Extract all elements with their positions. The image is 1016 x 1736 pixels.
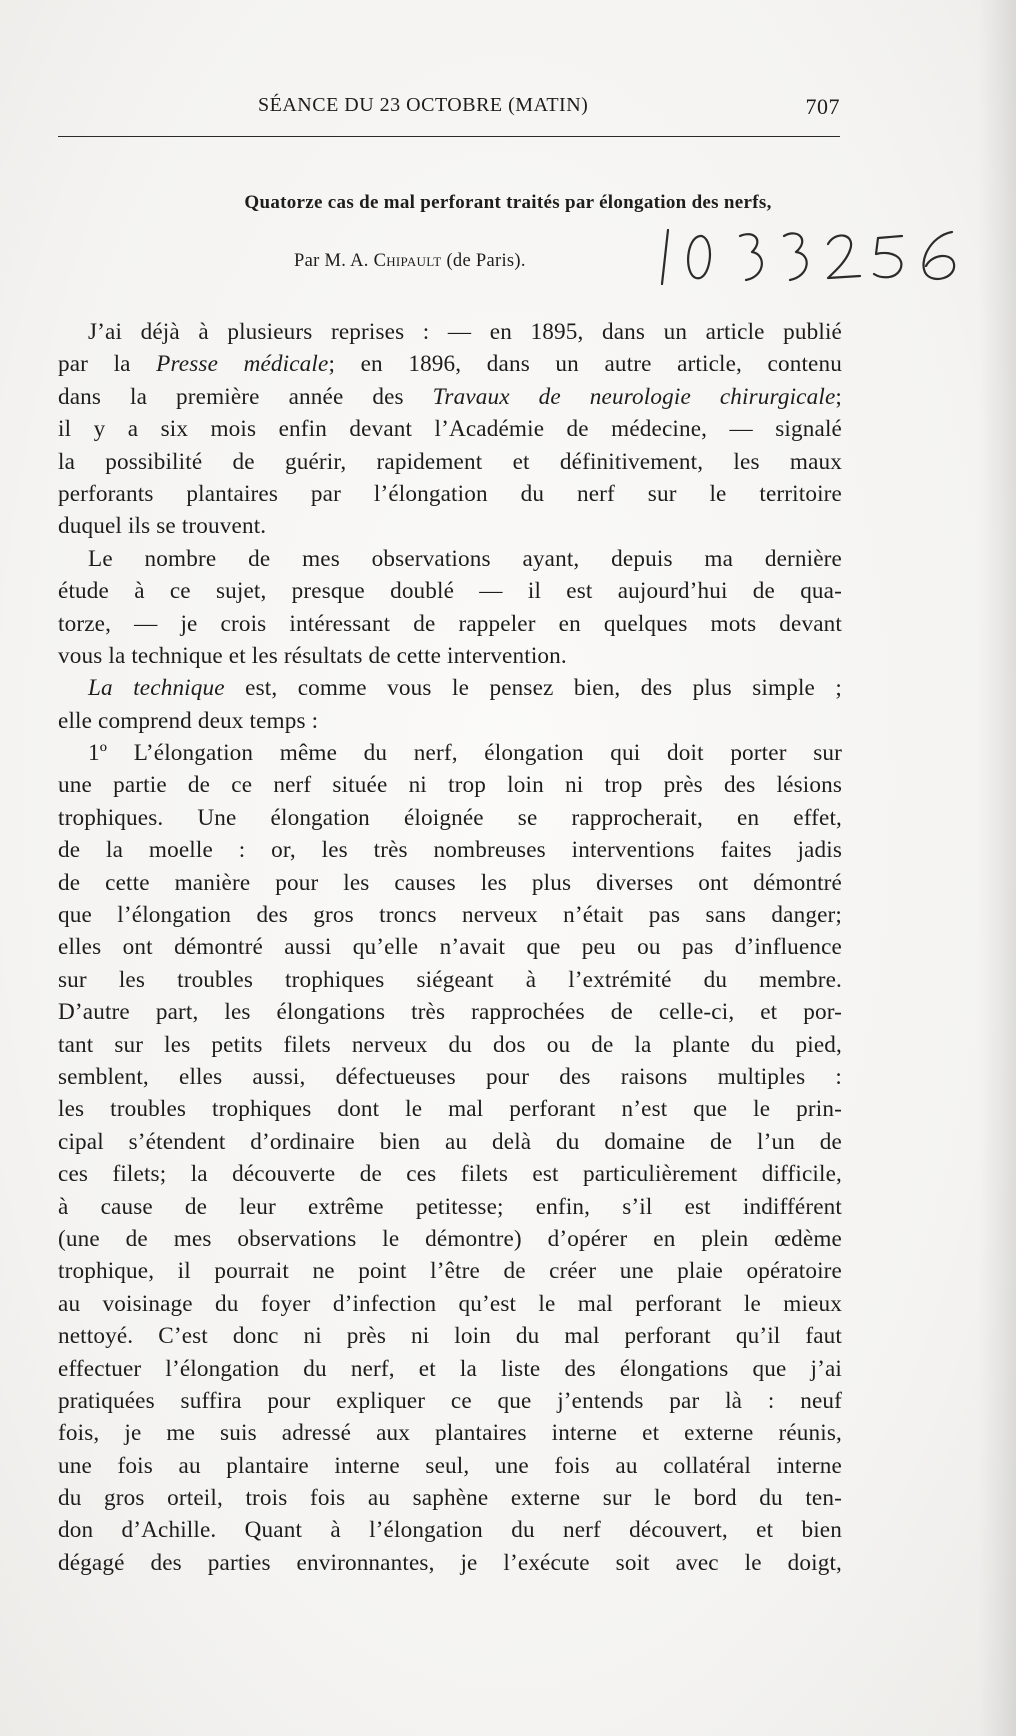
article-byline (294, 251, 526, 272)
paragraph (58, 543, 842, 673)
running-header (58, 94, 840, 124)
text-line: nettoyé. C’est donc ni près ni loin du mal perforant qu’il faut (58, 1323, 842, 1350)
text-line: au voisinage du foyer d’infection qu’est le mal perforant le mieux (58, 1290, 842, 1317)
page-gutter-shadow (978, 0, 1016, 1736)
text-line: tant sur les petits filets nerveux du dos ou de la plante du pied, (58, 1031, 842, 1058)
handwritten-strokes (662, 230, 954, 284)
text-line: que l’élongation des gros troncs nerveux n’était pas sans danger; (58, 902, 842, 929)
text-line: dans la première année des Travaux de neurologie chirurgicale; (58, 383, 842, 410)
text-line: pratiquées suffira pour expliquer ce que j’entends par là : neuf (58, 1387, 842, 1414)
italic-text: Presse médicale (156, 351, 329, 378)
running-title: SÉANCE DU 23 OCTOBRE (MATIN) (258, 94, 589, 116)
author-name: Chipault (373, 251, 442, 271)
text-line: sur les troubles trophiques siégeant à l’extrémité du membre. (58, 966, 842, 993)
text-line: 1º L’élongation même du nerf, élongation qui doit porter sur (88, 740, 842, 767)
text-line: J’ai déjà à plusieurs reprises : — en 1895, dans un article publié (88, 319, 842, 345)
text-line: une partie de ce nerf située ni trop loin ni trop près des lésions (58, 772, 842, 799)
byline-prefix: Par M. A. (294, 251, 374, 271)
text-line: trophique, il pourrait ne point l’être de créer une plaie opératoire (58, 1258, 842, 1285)
text-line: étude à ce sujet, presque doublé — il est aujourd’hui de qua- (58, 578, 842, 605)
text-line: par la Presse médicale; en 1896, dans un autre article, contenu (58, 351, 842, 378)
text-line: elles ont démontré aussi qu’elle n’avait que peu ou pas d’influence (58, 934, 842, 961)
text-line: semblent, elles aussi, défectueuses pour des raisons multiples : (58, 1063, 842, 1090)
italic-text: La technique (88, 675, 225, 702)
text-line: dégagé des parties environnantes, je l’exécute soit avec le doigt, (58, 1549, 842, 1576)
text-line: cipal s’étendent d’ordinaire bien au delà du domaine de l’un de (58, 1128, 842, 1155)
text-line: trophiques. Une élongation éloignée se rapprocherait, en effet, (58, 804, 842, 831)
text-line: elle comprend deux temps : (58, 707, 319, 734)
text-line: de cette manière pour les causes les plus diverses ont démontré (58, 869, 842, 896)
text-line: il y a six mois enfin devant l’Académie de médecine, — signalé (58, 416, 842, 443)
text-line: La technique est, comme vous le pensez bien, des plus simple ; (88, 675, 842, 702)
text-line: perforants plantaires par l’élongation du nerf sur le territoire (58, 480, 842, 507)
text-line: du gros orteil, trois fois au saphène externe sur le bord du ten- (58, 1485, 842, 1512)
text-line: effectuer l’élongation du nerf, et la liste des élongations que j’ai (58, 1355, 842, 1382)
handwritten-catalog-number (656, 222, 976, 302)
text-line: don d’Achille. Quant à l’élongation du nerf découvert, et bien (58, 1517, 842, 1544)
paragraph (58, 672, 842, 737)
text-line: D’autre part, les élongations très rapprochées de celle-ci, et por- (58, 999, 842, 1026)
text-line: torze, — je crois intéressant de rappeler en quelques mots devant (58, 610, 842, 637)
text-line: de la moelle : or, les très nombreuses interventions faites jadis (58, 837, 842, 864)
text-line: les troubles trophiques dont le mal perforant n’est que le prin- (58, 1096, 842, 1123)
text-line: vous la technique et les résultats de cette intervention. (58, 642, 567, 669)
text-line: la possibilité de guérir, rapidement et définitivement, les maux (58, 448, 842, 475)
text-line: ces filets; la découverte de ces filets est particulièrement difficile, (58, 1161, 842, 1188)
byline-suffix: (de Paris). (441, 251, 526, 271)
text-line: duquel ils se trouvent. (58, 513, 267, 540)
paragraph (58, 316, 842, 543)
text-line: (une de mes observations le démontre) d’opérer en plein œdème (58, 1225, 842, 1252)
text-line: Le nombre de mes observations ayant, depuis ma dernière (88, 545, 842, 572)
text-line: fois, je me suis adressé aux plantaires interne et externe réunis, (58, 1420, 842, 1447)
page-number: 707 (805, 94, 840, 119)
header-rule (58, 136, 840, 137)
article-title: Quatorze cas de mal perforant traités par élongation des nerfs, (244, 192, 772, 213)
text-line: une fois au plantaire interne seul, une fois au collatéral interne (58, 1452, 842, 1479)
italic-text: Travaux de neurologie chirurgicale (432, 383, 836, 410)
article-body (58, 316, 842, 1579)
text-line: à cause de leur extrême petitesse; enfin, s’il est indifférent (58, 1193, 842, 1220)
paragraph (58, 737, 842, 1579)
